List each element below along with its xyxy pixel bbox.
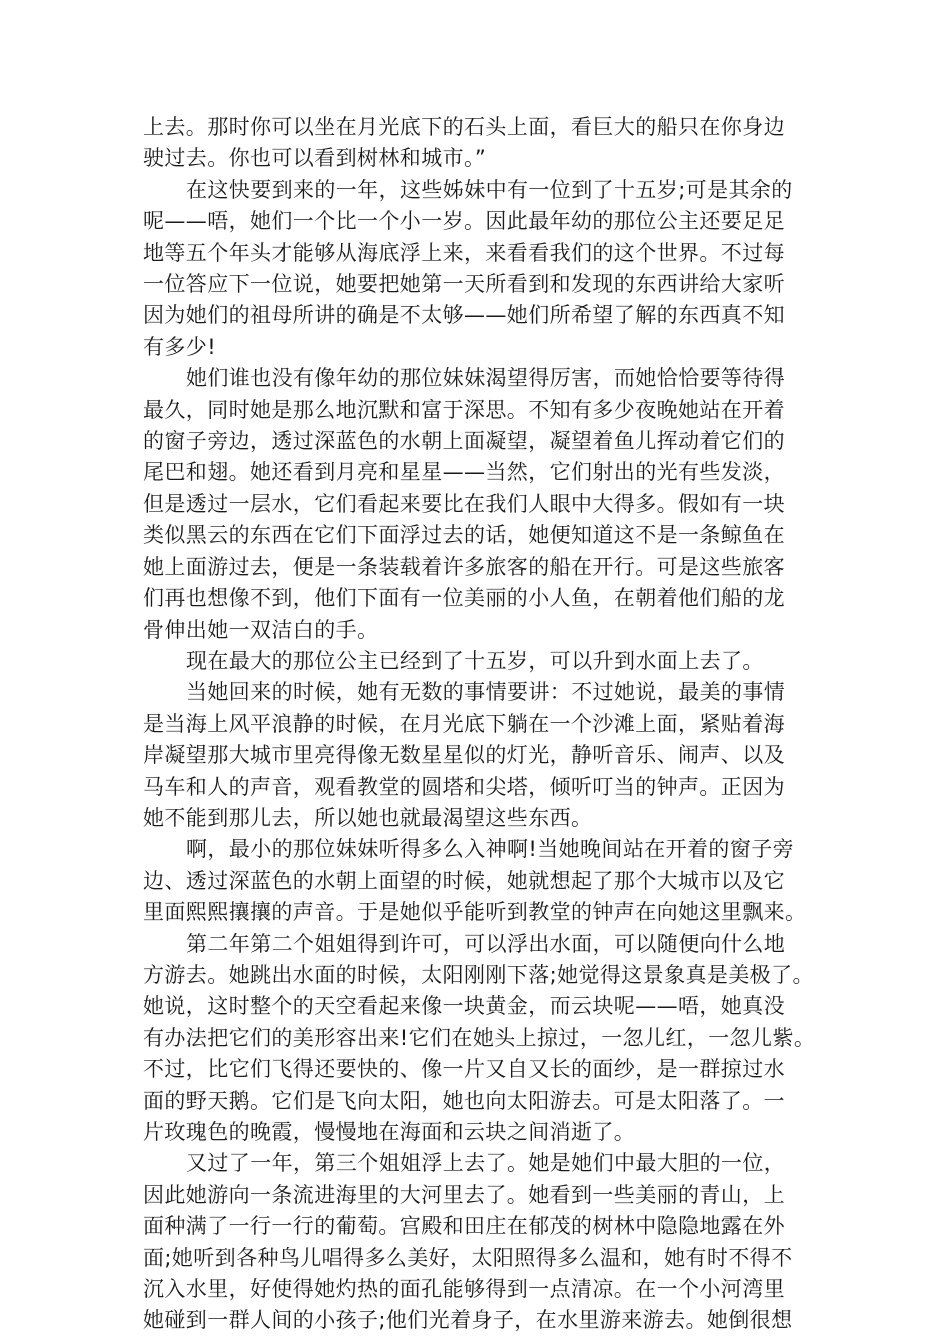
text-line: 但是透过一层水，它们看起来要比在我们人眼中大得多。假如有一块: [143, 491, 785, 516]
text-line: 骨伸出她一双洁白的手。: [143, 617, 379, 642]
paragraph: [143, 1148, 815, 1336]
text-line: 上去。那时你可以坐在月光底下的石头上面，看巨大的船只在你身边: [143, 115, 785, 139]
paragraph: [143, 834, 815, 928]
text-line: 马车和人的声音，观看教堂的圆塔和尖塔，倾听叮当的钟声。正因为: [143, 774, 785, 799]
text-line: 沉入水里，好使得她灼热的面孔能够得到一点清凉。在一个小河湾里: [143, 1277, 785, 1302]
text-line: 有多少!: [143, 334, 217, 359]
text-line: 边、透过深蓝色的水朝上面望的时候，她就想起了那个大城市以及它: [143, 868, 785, 893]
paragraph: [143, 677, 815, 834]
text-line: 一位答应下一位说，她要把她第一天所看到和发现的东西讲给大家听: [143, 272, 785, 297]
text-line: 因为她们的祖母所讲的确是不太够——她们所希望了解的东西真不知: [143, 303, 785, 328]
text-line: 她碰到一群人间的小孩子;他们光着身子，在水里游来游去。她倒很想: [143, 1308, 793, 1333]
text-line: 地等五个年头才能够从海底浮上来，来看看我们的这个世界。不过每: [143, 240, 785, 265]
text-line: 啊，最小的那位妹妹听得多么入神啊!当她晚间站在开着的窗子旁: [186, 837, 795, 862]
text-line: 当她回来的时候，她有无数的事情要讲：不过她说，最美的事情: [186, 680, 786, 705]
text-line: 们再也想像不到，他们下面有一位美丽的小人鱼，在朝着他们船的龙: [143, 586, 785, 611]
text-line: 方游去。她跳出水面的时候，太阳刚刚下落;她觉得这景象真是美极了。: [143, 962, 814, 987]
text-line: 面;她听到各种鸟儿唱得多么美好，太阳照得多么温和，她有时不得不: [143, 1245, 793, 1270]
text-line: 里面熙熙攘攘的声音。于是她似乎能听到教堂的钟声在向她这里飘来。: [143, 900, 807, 925]
paragraph: [143, 363, 815, 646]
text-line: 因此她游向一条流进海里的大河里去了。她看到一些美丽的青山，上: [143, 1182, 785, 1207]
text-line: 不过，比它们飞得还要快的、像一片又自又长的面纱，是一群掠过水: [143, 1057, 785, 1082]
text-line: 类似黑云的东西在它们下面浮过去的话，她便知道这不是一条鲸鱼在: [143, 523, 785, 548]
text-line: 呢——唔，她们一个比一个小一岁。因此最年幼的那位公主还要足足: [143, 209, 785, 234]
document-body: [143, 112, 815, 1337]
text-line: 驶过去。你也可以看到树林和城市。”: [143, 146, 487, 171]
paragraph: [143, 112, 815, 175]
paragraph: [143, 646, 815, 677]
text-line: 有办法把它们的美形容出来!它们在她头上掠过，一忽儿红，一忽儿紫。: [143, 1025, 816, 1050]
text-line: 尾巴和翅。她还看到月亮和星星——当然，它们射出的光有些发淡，: [143, 460, 785, 485]
text-line: 又过了一年，第三个姐姐浮上去了。她是她们中最大胆的一位，: [186, 1151, 786, 1176]
text-line: 她们谁也没有像年幼的那位妹妹渴望得厉害，而她恰恰要等待得: [186, 366, 786, 391]
text-line: 片玫瑰色的晚霞，慢慢地在海面和云块之间消逝了。: [143, 1120, 636, 1144]
text-line: 现在最大的那位公主已经到了十五岁，可以升到水面上去了。: [186, 648, 764, 673]
text-line: 在这快要到来的一年，这些姊妹中有一位到了十五岁;可是其余的: [186, 177, 793, 202]
text-line: 岸凝望那大城市里亮得像无数星星似的灯光，静听音乐、闹声、以及: [143, 743, 785, 768]
paragraph: [143, 929, 815, 1149]
text-line: 她说，这时整个的天空看起来像一块黄金，而云块呢——唔，她真没: [143, 994, 785, 1019]
text-line: 的窗子旁边，透过深蓝色的水朝上面凝望，凝望着鱼儿挥动着它们的: [143, 429, 785, 454]
text-line: 面的野天鹅。它们是飞向太阳，她也向太阳游去。可是太阳落了。一: [143, 1088, 785, 1113]
text-line: 第二年第二个姐姐得到许可，可以浮出水面，可以随便向什么地: [186, 931, 786, 956]
text-line: 面种满了一行一行的葡萄。宫殿和田庄在郁茂的树林中隐隐地露在外: [143, 1214, 785, 1239]
text-line: 她不能到那儿去，所以她也就最渴望这些东西。: [143, 805, 593, 830]
text-line: 她上面游过去，便是一条装载着许多旅客的船在开行。可是这些旅客: [143, 554, 785, 579]
text-line: 最久，同时她是那么地沉默和富于深思。不知有多少夜晚她站在开着: [143, 397, 785, 422]
paragraph: [143, 175, 815, 363]
text-line: 是当海上风平浪静的时候，在月光底下躺在一个沙滩上面，紧贴着海: [143, 711, 785, 736]
